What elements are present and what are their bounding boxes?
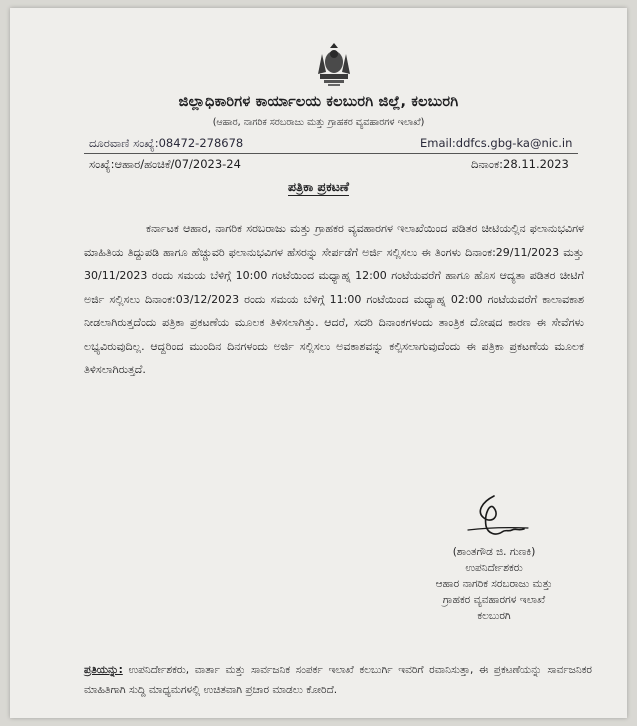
email-address: Email:ddfcs.gbg-ka@nic.in [420, 136, 573, 150]
header-divider [84, 153, 578, 154]
signatory-place: ಕಲಬುರಗಿ [477, 610, 511, 622]
notice-date: ದಿನಾಂಕ:28.11.2023 [471, 157, 569, 171]
copy-to-label: ಪ್ರತಿಯನ್ನು: [84, 664, 123, 676]
press-release-title-text: ಪತ್ರಿಕಾ ಪ್ರಕಟಣೆ [287, 179, 349, 194]
signatory-designation: ಉಪನಿರ್ದೇಶಕರು [465, 562, 523, 574]
signatory-name: (ಶಾಂತಗೌಡ ಜಿ. ಗುಣಕಿ) [452, 546, 536, 558]
copy-to-text: ಉಪನಿರ್ದೇಶಕರು, ವಾರ್ತಾ ಮತ್ತು ಸಾರ್ವಜನಿಕ ಸಂಪರ್ಕ ಇಲಾಖೆ ಕಲಬುರ್ಗಿ ಇವರಿಗೆ ರವಾನಿಸುತ್ತಾ, ಈ ಪ್ರಕಟಣೆಯನ್ನು ಸಾರ್ವಜನಿಕರ ಮಾಹಿತಿಗಾಗಿ ಸುದ್ದಿ ಮಾಧ್ಯಮಗಳಲ್ಲಿ ಉಚಿತವಾಗಿ ಪ್ರಚಾರ ಮಾಡಲು ಕೋರಿದೆ. [84, 664, 592, 696]
phone-number: ದೂರವಾಣಿ ಸಂಖ್ಯೆ:08472-278678 [89, 136, 244, 150]
notice-body: ಕರ್ನಾಟಕ ಆಹಾರ, ನಾಗರಿಕ ಸರಬರಾಜು ಮತ್ತು ಗ್ರಾಹಕರ ವ್ಯವಹಾರಗಳ ಇಲಾಖೆಯಿಂದ ಪಡಿತರ ಚೀಟಿಯಲ್ಲಿನ ಫಲಾನುಭವಿಗಳ ಮಾಹಿತಿಯ ತಿದ್ದುಪಡಿ ಹಾಗೂ ಹೆಚ್ಚುವರಿ ಫಲಾನುಭವಿಗಳ ಹೆಸರನ್ನು ಸೇರ್ಪಡೆಗೆ ಅರ್ಜಿ ಸಲ್ಲಿಸಲು ಈ ತಿಂಗಳು ದಿನಾಂಕ:29/11/2023 ಮತ್ತು 30/11/2023 ರಂದು ಸಮಯ ಬೆಳಿಗ್ಗೆ 10:00 ಗಂಟೆಯಿಂದ ಮಧ್ಯಾಹ್ನ 12:00 ಗಂಟೆಯವರೆಗೆ ಹಾಗೂ ಹೊಸ ಆದ್ಯತಾ ಪಡಿತರ ಚೀಟಿಗೆ ಅರ್ಜಿ ಸಲ್ಲಿಸಲು ದಿನಾಂಕ:03/12/2023 ರಂದು ಸಮಯ ಬೆಳಿಗ್ಗೆ 11:00 ಗಂಟೆಯಿಂದ ಮಧ್ಯಾಹ್ನ 02:00 ಗಂಟೆಯವರೆಗೆ ಕಾಲಾವಕಾಶ ನೀಡಲಾಗಿರುತ್ತದೆಂದು ಪತ್ರಿಕಾ ಪ್ರಕಟಣೆಯ ಮೂಲಕ ತಿಳಿಸಲಾಗಿತ್ತು. ಆದರೆ, ಸದರಿ ದಿನಾಂಕಗಳಂದು ತಾಂತ್ರಿಕ ದೋಷದ ಕಾರಣ ಈ ಸೇವೆಗಳು ಲಭ್ಯವಿರುವುದಿಲ್ಲ. ಆದ್ದರಿಂದ ಮುಂದಿನ ದಿನಗಳಂದು ಅರ್ಜಿ ಸಲ್ಲಿಸಲು ಅವಕಾಶವನ್ನು ಕಲ್ಪಿಸಲಾಗುವುದೆಂದು ಈ ಪತ್ರಿಕಾ ಪ್ರಕಟಣೆಯ ಮೂಲಕ ತಿಳಿಸಲಾಗಿರುತ್ತದೆ. [84, 222, 584, 376]
document-page [10, 8, 627, 718]
handwritten-signature [454, 494, 534, 542]
press-release-title [10, 179, 627, 195]
signatory-department-line2: ಗ್ರಾಹಕರ ವ್ಯವಹಾರಗಳ ಇಲಾಖೆ [442, 594, 546, 606]
reference-number: ಸಂಖ್ಯೆ:ಆಹಾರ/ಹಂಚಿಕೆ/07/2023-24 [89, 157, 241, 171]
signature-block [394, 544, 594, 624]
office-title: ಜಿಲ್ಲಾಧಿಕಾರಿಗಳ ಕಾರ್ಯಾಲಯ ಕಲಬುರಗಿ ಜಿಲ್ಲೆ, ಕಲಬುರಗಿ [178, 94, 459, 110]
copy-to-section [84, 660, 592, 700]
signatory-department-line1: ಆಹಾರ ನಾಗರಿಕ ಸರಬರಾಜು ಮತ್ತು [435, 578, 553, 590]
department-subtitle: (ಆಹಾರ, ನಾಗರಿಕ ಸರಬರಾಜು ಮತ್ತು ಗ್ರಾಹಕರ ವ್ಯವಹಾರಗಳ ಇಲಾಖೆ) [212, 117, 425, 128]
state-emblem-icon [312, 42, 356, 88]
